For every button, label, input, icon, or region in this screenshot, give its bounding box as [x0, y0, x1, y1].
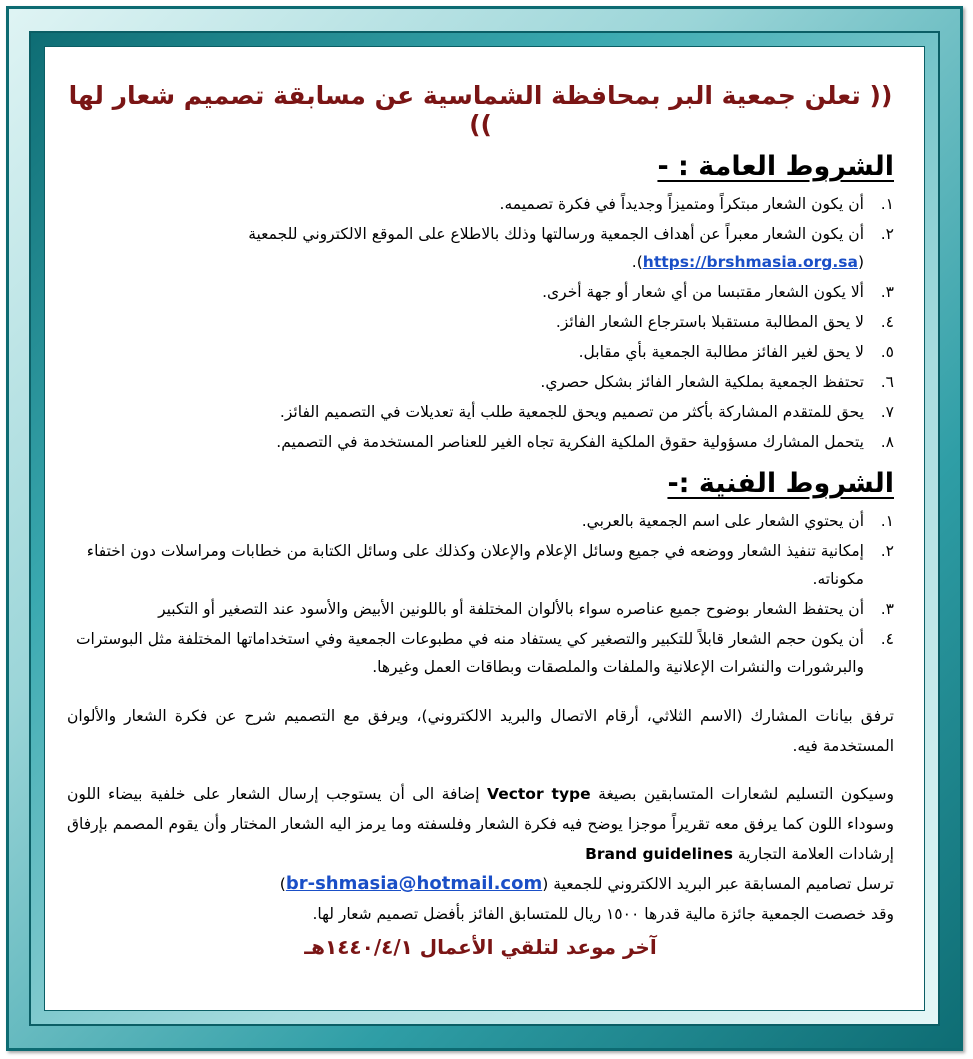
technical-conditions-list [67, 507, 894, 681]
list-item [67, 398, 894, 426]
item-number: ٧. [880, 403, 894, 421]
item-text: أن يحتفظ الشعار بوضوح جميع عناصره سواء بالألوان المختلفة أو باللونين الأبيض والأسود عند التصغير أو التكبير [158, 600, 864, 618]
list-item [67, 507, 894, 535]
item-number: ٣. [880, 283, 894, 301]
announcement-title: (( تعلن جمعية البر بمحافظة الشماسية عن مسابقة تصميم شعار لها )) [68, 81, 893, 139]
item-number: ٥. [880, 343, 894, 361]
list-item [67, 190, 894, 218]
delivery-paragraph [67, 779, 894, 869]
delivery-text-1: وسيكون التسليم لشعارات المتسابقين بصيغة [598, 785, 894, 803]
item-text: أن يكون حجم الشعار قابلاً للتكبير والتصغير كي يستفاد منه في مطبوعات الجمعية وفي استخداماتها المختلفة مثل البوسترات والبرشورات والنشرات الإعلانية والملفات والملصقات وبطاقات العمل وغيرها. [75, 630, 864, 676]
delivery-text-2: إضافة الى أن يستوجب إرسال الشعار على خلفية بيضاء اللون وسوداء اللون كما يرفق معه تقريراً موجزا يوضح فيه فكرة الشعار وفلسفته وما يرمز اليه الشعار المختار وأن يقوم المصمم بإرفاق إرشادات العلامة التجارية [67, 785, 894, 863]
item-number: ٤. [880, 313, 894, 331]
item-number: ١. [880, 195, 894, 213]
item-text: إمكانية تنفيذ الشعار ووضعه في جميع وسائل الإعلام والإعلان وكذلك على وسائل الكتابة من خطابات ومراسلات دون اختفاء مكوناته. [86, 542, 864, 588]
outer-frame [6, 6, 963, 1051]
list-item: ٢. أن يكون الشعار معبراً عن أهداف الجمعية ورسالتها وذلك بالاطلاع على الموقع الالكتروني للجمعية (https://brshmasia.org.sa). [67, 220, 894, 276]
general-conditions-heading: الشروط العامة : - [657, 151, 894, 182]
item-number: ٨. [880, 433, 894, 451]
item-text: أن يحتوي الشعار على اسم الجمعية بالعربي. [581, 512, 864, 530]
announcement-page [44, 46, 925, 1011]
attachment-note: ترفق بيانات المشارك (الاسم الثلاثي، أرقام الاتصال والبريد الالكتروني)، ويرفق مع التصميم شرح عن فكرة الشعار والألوان المستخدمة فيه. [67, 707, 894, 755]
item-text: لا يحق لغير الفائز مطالبة الجمعية بأي مقابل. [578, 343, 864, 361]
vector-type-label: Vector type [487, 785, 591, 803]
website-link[interactable]: https://brshmasia.org.sa [642, 253, 858, 271]
item-text: ألا يكون الشعار مقتبسا من أي شعار أو جهة أخرى. [542, 283, 864, 301]
list-item [67, 308, 894, 336]
list-item [67, 537, 894, 593]
item-text: تحتفظ الجمعية بملكية الشعار الفائز بشكل حصري. [540, 373, 864, 391]
prize-note: وقد خصصت الجمعية جائزة مالية قدرها ١٥٠٠ ريال للمتسابق الفائز بأفضل تصميم شعار لها. [312, 905, 894, 923]
item-number: ٤. [880, 630, 894, 648]
deadline-note: آخر موعد لتلقي الأعمال ١٤٤٠/٤/١هـ [304, 935, 657, 959]
item-number: ٢. [880, 542, 894, 560]
general-conditions-list [67, 190, 894, 456]
item-number: ٣. [880, 600, 894, 618]
item-text: يحق للمتقدم المشاركة بأكثر من تصميم ويحق للجمعية طلب أية تعديلات في التصميم الفائز. [279, 403, 864, 421]
email-link[interactable]: br-shmasia@hotmail.com [285, 873, 543, 894]
item-number: ١. [880, 512, 894, 530]
technical-conditions-heading: الشروط الفنية :- [667, 468, 894, 499]
email-line-text: ترسل تصاميم المسابقة عبر البريد الالكتروني للجمعية [553, 875, 894, 893]
list-item [67, 338, 894, 366]
item-text: أن يكون الشعار مبتكراً ومتميزاً وجديداً في فكرة تصميمه. [499, 195, 864, 213]
item-number: ٢. [880, 225, 894, 243]
item-text: أن يكون الشعار معبراً عن أهداف الجمعية ورسالتها وذلك بالاطلاع على الموقع الالكتروني للجمعية [248, 225, 864, 243]
list-item [67, 428, 894, 456]
brand-guidelines-label: Brand guidelines [585, 845, 733, 863]
inner-frame [29, 31, 940, 1026]
item-text: يتحمل المشارك مسؤولية حقوق الملكية الفكرية تجاه الغير للعناصر المستخدمة في التصميم. [276, 433, 864, 451]
list-item [67, 595, 894, 623]
list-item [67, 625, 894, 681]
list-item [67, 368, 894, 396]
email-line: ترسل تصاميم المسابقة عبر البريد الالكتروني للجمعية (br-shmasia@hotmail.com) [279, 873, 894, 894]
item-number: ٦. [880, 373, 894, 391]
list-item [67, 278, 894, 306]
item-text: لا يحق المطالبة مستقبلا باسترجاع الشعار الفائز. [555, 313, 864, 331]
